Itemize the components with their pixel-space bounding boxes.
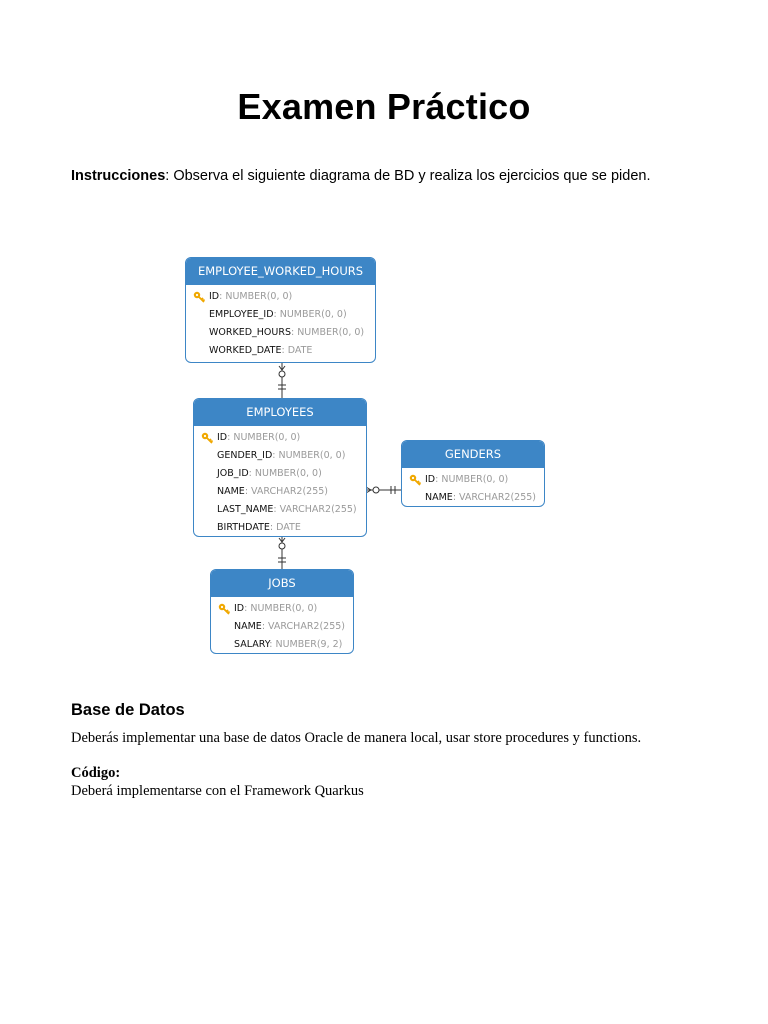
attribute-row: ID: NUMBER(0, 0) — [194, 429, 366, 447]
code-section-text: Deberá implementarse con el Framework Quarkus — [71, 783, 364, 799]
attribute-row: LAST_NAME: VARCHAR2(255) — [217, 504, 357, 515]
crow-zero-marker — [373, 487, 379, 493]
instructions-text: : Observa el siguiente diagrama de BD y realiza los ejercicios que se piden. — [165, 168, 651, 184]
entity-employees — [193, 398, 367, 537]
attribute-row: EMPLOYEE_ID: NUMBER(0, 0) — [209, 309, 347, 320]
attribute-row: ID: NUMBER(0, 0) — [402, 471, 544, 489]
key-icon — [218, 603, 231, 615]
attribute-row: NAME: VARCHAR2(255) — [425, 492, 537, 503]
attribute-row: BIRTHDATE: DATE — [217, 522, 301, 533]
key-icon — [193, 291, 206, 303]
entity-header: JOBS — [211, 570, 353, 597]
entity-genders — [401, 440, 545, 507]
database-section-text: Deberás implementar una base de datos Oracle de manera local, usar store procedures y functions. — [71, 730, 642, 746]
entity-header: EMPLOYEES — [194, 399, 366, 426]
key-icon — [201, 432, 214, 444]
database-section-title: Base de Datos — [71, 701, 185, 719]
crow-zero-marker — [279, 543, 285, 549]
attribute-row: NAME: VARCHAR2(255) — [234, 621, 346, 632]
attribute-row: GENDER_ID: NUMBER(0, 0) — [217, 450, 346, 461]
entity-jobs — [210, 569, 354, 654]
key-icon — [409, 474, 422, 486]
code-section-label: Código: — [71, 765, 121, 781]
attribute-row: WORKED_HOURS: NUMBER(0, 0) — [209, 327, 365, 338]
crow-zero-marker — [279, 371, 285, 377]
page-title: Examen Práctico — [237, 86, 531, 127]
attribute-row: ID: NUMBER(0, 0) — [186, 288, 375, 306]
attribute-row: NAME: VARCHAR2(255) — [217, 486, 329, 497]
entity-header: GENDERS — [402, 441, 544, 468]
instructions-label: Instrucciones — [71, 168, 166, 184]
entity-employee-worked-hours — [185, 257, 376, 363]
attribute-row: ID: NUMBER(0, 0) — [211, 600, 353, 618]
attribute-row: SALARY: NUMBER(9, 2) — [234, 639, 343, 650]
entity-header: EMPLOYEE_WORKED_HOURS — [186, 258, 375, 285]
attribute-row: JOB_ID: NUMBER(0, 0) — [217, 468, 322, 479]
attribute-row: WORKED_DATE: DATE — [209, 345, 313, 356]
